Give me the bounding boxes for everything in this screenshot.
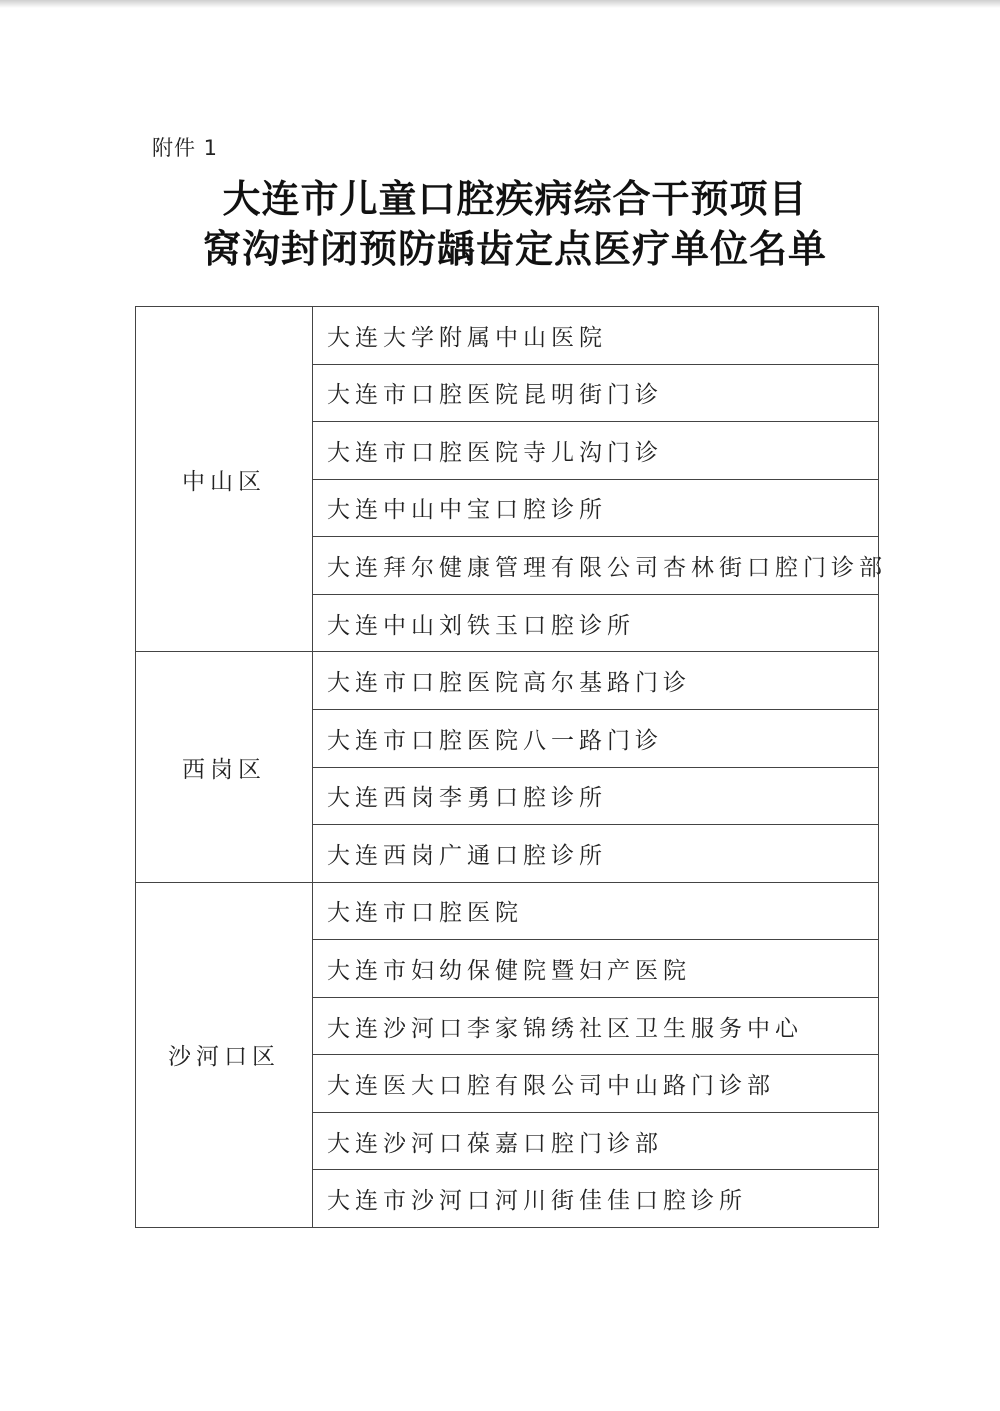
unit-cell: 大连市妇幼保健院暨妇产医院 <box>313 940 879 998</box>
district-cell-xigang: 西岗区 <box>136 652 313 882</box>
medical-units-table <box>135 306 887 1228</box>
unit-cell: 大连医大口腔有限公司中山路门诊部 <box>313 1055 879 1113</box>
unit-cell: 大连中山刘铁玉口腔诊所 <box>313 594 879 652</box>
unit-cell: 大连市口腔医院昆明街门诊 <box>313 364 879 422</box>
unit-cell: 大连西岗广通口腔诊所 <box>313 825 879 883</box>
medical-units-table-container <box>135 306 887 1228</box>
document-title-line-1: 大连市儿童口腔疾病综合干预项目 <box>222 176 808 221</box>
attachment-label: 附件 1 <box>152 136 219 160</box>
table-row <box>136 652 879 710</box>
unit-cell: 大连沙河口李家锦绣社区卫生服务中心 <box>313 997 879 1055</box>
table-row <box>136 882 879 940</box>
unit-cell: 大连市口腔医院寺儿沟门诊 <box>313 422 879 480</box>
unit-cell: 大连沙河口葆嘉口腔门诊部 <box>313 1112 879 1170</box>
district-cell-shahekou: 沙河口区 <box>136 882 313 1227</box>
unit-cell: 大连西岗李勇口腔诊所 <box>313 767 879 825</box>
unit-cell: 大连市口腔医院高尔基路门诊 <box>313 652 879 710</box>
unit-cell: 大连市口腔医院八一路门诊 <box>313 709 879 767</box>
table-row <box>136 307 879 365</box>
unit-cell: 大连市沙河口河川街佳佳口腔诊所 <box>313 1170 879 1228</box>
unit-cell: 大连市口腔医院 <box>313 882 879 940</box>
unit-cell: 大连拜尔健康管理有限公司杏林街口腔门诊部 <box>313 537 879 595</box>
district-cell-zhongshan: 中山区 <box>136 307 313 652</box>
scan-top-edge <box>0 0 1000 8</box>
unit-cell: 大连大学附属中山医院 <box>313 307 879 365</box>
document-title-line-2: 窝沟封闭预防龋齿定点医疗单位名单 <box>202 226 827 271</box>
unit-cell: 大连中山中宝口腔诊所 <box>313 479 879 537</box>
